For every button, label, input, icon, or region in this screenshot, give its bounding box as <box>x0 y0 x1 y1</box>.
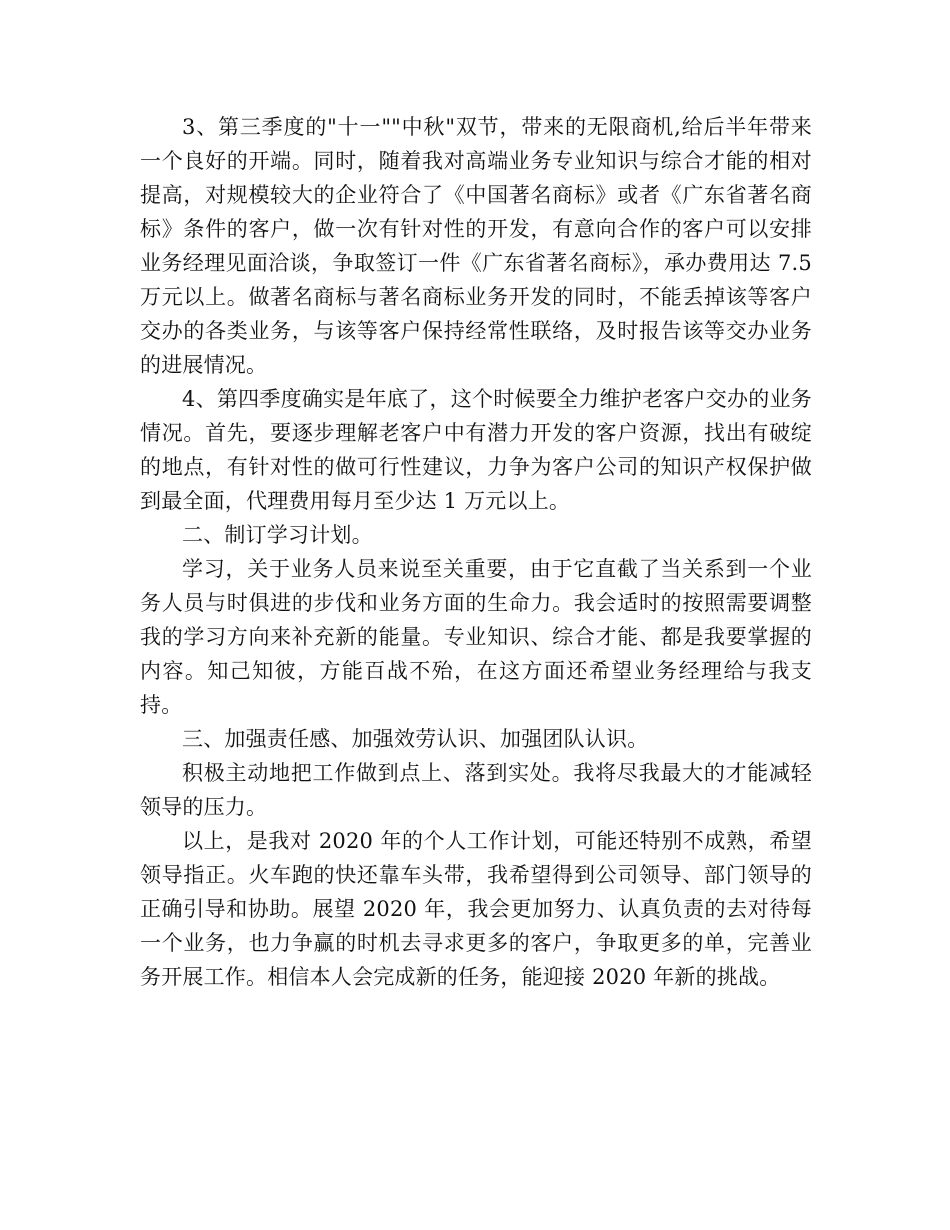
paragraph-conclusion: 以上，是我对 2020 年的个人工作计划，可能还特别不成熟，希望领导指正。火车跑的快还靠车头带，我希望得到公司领导、部门领导的正确引导和协助。展望 2020 年，我会更加努力、认真负责的去对待每一个业务，也力争赢的时机去寻求更多的客户，争取更多的单，完善业务开展工作。相信本人会完成新的任务，能迎接 2020 年新的挑战。 <box>140 829 812 989</box>
paragraph-q4-plan: 4、第四季度确实是年底了，这个时候要全力维护老客户交办的业务情况。首先，要逐步理解老客户中有潜力开发的客户资源，找出有破绽的地点，有针对性的做可行性建议，力争为客户公司的知识产权保护做到最全面，代理费用每月至少达 1 万元以上。 <box>140 387 812 513</box>
heading-responsibility: 三、加强责任感、加强效劳认识、加强团队认识。 <box>182 727 649 751</box>
document-body <box>140 110 812 994</box>
heading-study-plan: 二、制订学习计划。 <box>182 523 373 547</box>
paragraph-q3-plan: 3、第三季度的"十一""中秋"双节，带来的无限商机,给后半年带来一个良好的开端。同时，随着我对高端业务专业知识与综合才能的相对提高，对规模较大的企业符合了《中国著名商标》或者《广东省著名商标》条件的客户，做一次有针对性的开发，有意向合作的客户可以安排业务经理见面洽谈，争取签订一件《广东省著名商标》，承办费用达 7.5 万元以上。做著名商标与著名商标业务开发的同时，不能丢掉该等客户交办的各类业务，与该等客户保持经常性联络，及时报告该等交办业务的进展情况。 <box>140 115 812 377</box>
paragraph-responsibility: 积极主动地把工作做到点上、落到实处。我将尽我最大的才能减轻领导的压力。 <box>140 761 812 819</box>
paragraph-study-plan: 学习，关于业务人员来说至关重要，由于它直截了当关系到一个业务人员与时俱进的步伐和业务方面的生命力。我会适时的按照需要调整我的学习方向来补充新的能量。专业知识、综合才能、都是我要掌握的内容。知己知彼，方能百战不殆，在这方面还希望业务经理给与我支持。 <box>140 557 812 717</box>
